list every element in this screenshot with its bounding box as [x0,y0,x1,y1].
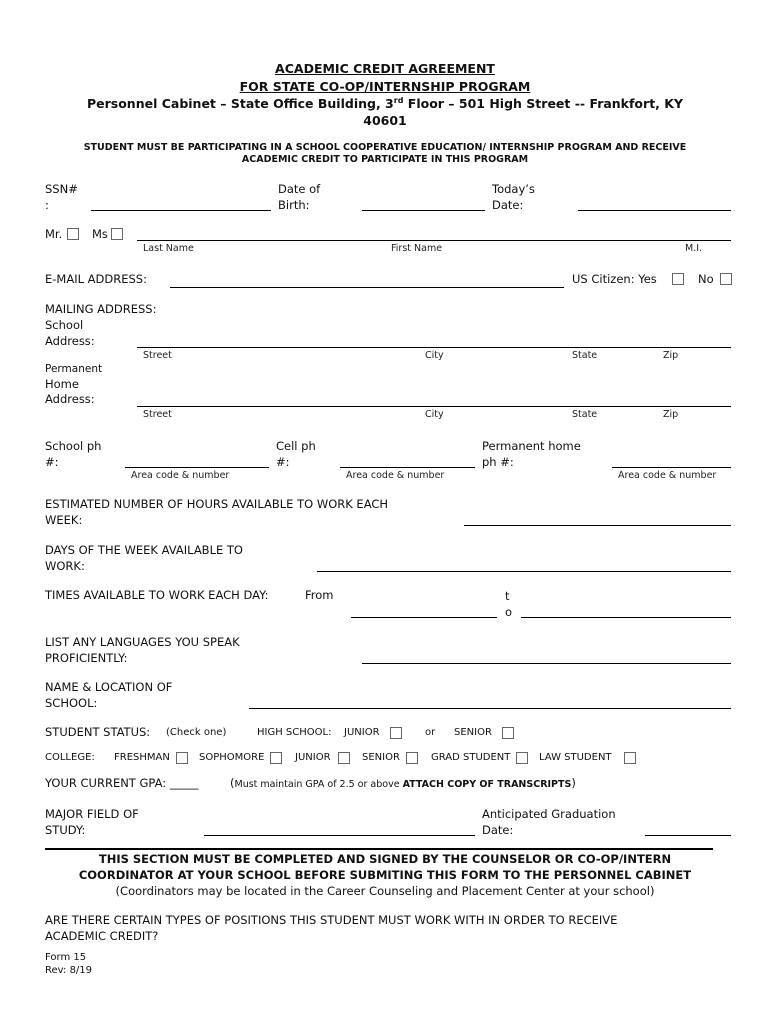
dob-label-a: Date of [278,182,321,196]
grad-student-label: GRAD STUDENT [431,752,511,763]
school-location-label [45,679,172,711]
school-location-label-a: NAME & LOCATION OF [45,680,173,694]
first-name-caption: First Name [391,243,443,254]
citizen-yes-checkbox[interactable] [672,273,684,285]
times-label: TIMES AVAILABLE TO WORK EACH DAY: [45,588,269,602]
hours-label-a: ESTIMATED NUMBER OF HOURS AVAILABLE TO WORK EACH [45,497,389,511]
positions-question-b: ACADEMIC CREDIT? [45,929,159,943]
school-location-label-b: SCHOOL: [45,696,98,710]
email-label: E-MAIL ADDRESS: [45,272,147,286]
cell-phone-label [276,438,316,470]
office-address [0,96,770,111]
counselor-instruction-2: COORDINATOR AT YOUR SCHOOL BEFORE SUBMITING THIS FORM TO THE PERSONNEL CABINET [78,868,692,882]
school-city-caption: City [425,350,444,361]
check-one-note: (Check one) [166,727,227,738]
gpa-note-open: ( [230,776,235,790]
or-label: or [425,727,436,738]
dob-field[interactable] [362,210,485,211]
gpa-note [230,776,576,790]
times-from-field[interactable] [351,617,497,618]
email-field[interactable] [170,287,564,288]
high-school-label: HIGH SCHOOL: [257,727,332,738]
graduation-field[interactable] [645,835,731,836]
home-street-caption: Street [143,409,172,420]
times-from-label: From [305,588,334,602]
ms-checkbox[interactable] [111,228,123,240]
hs-junior-checkbox[interactable] [390,727,402,739]
times-to-field[interactable] [521,617,731,618]
mr-label: Mr. [45,227,63,241]
home-phone-label [482,438,581,470]
dob-label-b: Birth: [278,198,310,212]
school-street-caption: Street [143,350,172,361]
grad-student-checkbox[interactable] [516,752,528,764]
form-title: ACADEMIC CREDIT AGREEMENT [275,61,495,76]
counselor-instruction-3: (Coordinators may be located in the Career Counseling and Placement Center at your school) [115,884,655,898]
cell-phone-caption: Area code & number [346,470,445,481]
office-address-sup: rd [393,96,404,105]
languages-label-a: LIST ANY LANGUAGES YOU SPEAK [45,635,240,649]
today-field[interactable] [578,210,731,211]
mr-checkbox[interactable] [67,228,79,240]
college-senior-label: SENIOR [362,752,400,763]
gpa-note-text: Must maintain GPA of 2.5 or above [234,779,403,790]
home-phone-label-a: Permanent home [482,439,581,453]
mi-caption: M.I. [685,243,703,254]
school-phone-label-b: #: [45,455,59,469]
student-status-label: STUDENT STATUS: [45,725,151,739]
citizen-no-label: No [698,272,714,286]
graduation-label-b: Date: [482,823,514,837]
citizen-label: US Citizen: Yes [572,272,657,286]
home-address-label [45,362,102,407]
school-zip-caption: Zip [663,350,679,361]
positions-question-a: ARE THERE CERTAIN TYPES OF POSITIONS THIS STUDENT MUST WORK WITH IN ORDER TO RECEIVE [45,913,618,927]
home-phone-caption: Area code & number [618,470,717,481]
major-label-a: MAJOR FIELD OF [45,807,139,821]
counselor-instruction-1: THIS SECTION MUST BE COMPLETED AND SIGNED BY THE COUNSELOR OR CO-OP/INTERN [98,852,672,866]
home-address-label-c: Address: [45,392,95,406]
school-location-field[interactable] [249,708,731,709]
home-phone-field[interactable] [612,467,731,468]
school-address-label-a: School [45,318,84,332]
school-address-label [45,317,95,349]
office-zip: 40601 [363,113,407,128]
school-phone-label [45,438,101,470]
law-student-label: LAW STUDENT [539,752,612,763]
today-label-a: Today’s [492,182,535,196]
times-to-label-b: o [505,605,513,619]
eligibility-notice-1: STUDENT MUST BE PARTICIPATING IN A SCHOOL COOPERATIVE EDUCATION/ INTERNSHIP PROGRAM AND RECEIVE [83,142,687,153]
section-divider [45,848,713,850]
freshman-checkbox[interactable] [176,752,188,764]
major-label-b: STUDY: [45,823,86,837]
hours-label-b: WEEK: [45,513,83,527]
home-phone-label-b: ph #: [482,455,514,469]
sophomore-checkbox[interactable] [270,752,282,764]
last-name-caption: Last Name [143,243,194,254]
citizen-no-checkbox[interactable] [720,273,732,285]
ssn-label [45,181,78,213]
name-field[interactable] [137,240,731,241]
sophomore-label: SOPHOMORE [199,752,265,763]
languages-field[interactable] [362,663,731,664]
ssn-label-a: SSN# [45,182,78,196]
ssn-label-b: : [45,198,49,212]
today-label [492,181,535,213]
school-address-field[interactable] [137,347,731,348]
dob-label [278,181,320,213]
days-label-a: DAYS OF THE WEEK AVAILABLE TO [45,543,243,557]
law-student-checkbox[interactable] [624,752,636,764]
school-address-label-b: Address: [45,334,95,348]
times-to-label-a: t [505,589,510,603]
office-address-a: Personnel Cabinet – State Office Building, 3 [86,96,394,112]
cell-phone-label-a: Cell ph [276,439,316,453]
hs-senior-label: SENIOR [454,727,492,738]
ssn-field[interactable] [91,210,271,211]
days-field[interactable] [317,571,731,572]
home-address-field[interactable] [137,406,731,407]
languages-label [45,634,240,666]
hs-senior-checkbox[interactable] [502,727,514,739]
cell-phone-label-b: #: [276,455,290,469]
hs-junior-label: JUNIOR [344,727,380,738]
times-to-label [505,588,512,620]
days-label-b: WORK: [45,559,85,573]
home-address-label-a: Permanent [45,363,103,375]
ms-label: Ms [92,227,108,241]
home-address-label-b: Home [45,377,79,391]
home-state-caption: State [572,409,598,420]
office-address-b: Floor – 501 High Street -- Frankfort, KY [403,96,684,112]
college-label: COLLEGE: [45,752,95,763]
hours-field[interactable] [464,525,731,526]
hours-label [45,496,388,528]
positions-question [45,912,617,944]
form-revision: Rev: 8/19 [45,965,93,976]
college-junior-label: JUNIOR [295,752,331,763]
school-phone-caption: Area code & number [131,470,230,481]
days-label [45,542,243,574]
cell-phone-field[interactable] [340,467,475,468]
freshman-label: FRESHMAN [114,752,170,763]
college-junior-checkbox[interactable] [338,752,350,764]
school-phone-field[interactable] [125,467,269,468]
graduation-label [482,806,616,838]
mailing-address-label: MAILING ADDRESS: [45,302,157,316]
home-zip-caption: Zip [663,409,679,420]
gpa-label-text: YOUR CURRENT GPA: [45,776,167,790]
gpa-note-bold: ATTACH COPY OF TRANSCRIPTS [402,779,572,790]
gpa-label [45,776,199,790]
form-subtitle: FOR STATE CO-OP/INTERNSHIP PROGRAM [239,79,531,94]
major-label [45,806,139,838]
form-number-text: Form 15 [45,952,87,963]
languages-label-b: PROFICIENTLY: [45,651,128,665]
graduation-label-a: Anticipated Graduation [482,807,616,821]
home-city-caption: City [425,409,444,420]
major-field[interactable] [204,835,475,836]
school-state-caption: State [572,350,598,361]
form-number [45,951,92,977]
eligibility-notice-2: ACADEMIC CREDIT TO PARTICIPATE IN THIS PROGRAM [241,154,529,165]
gpa-note-close: ) [571,776,576,790]
gpa-field[interactable]: _____ [169,776,199,790]
today-label-b: Date: [492,198,524,212]
school-phone-label-a: School ph [45,439,102,453]
college-senior-checkbox[interactable] [406,752,418,764]
